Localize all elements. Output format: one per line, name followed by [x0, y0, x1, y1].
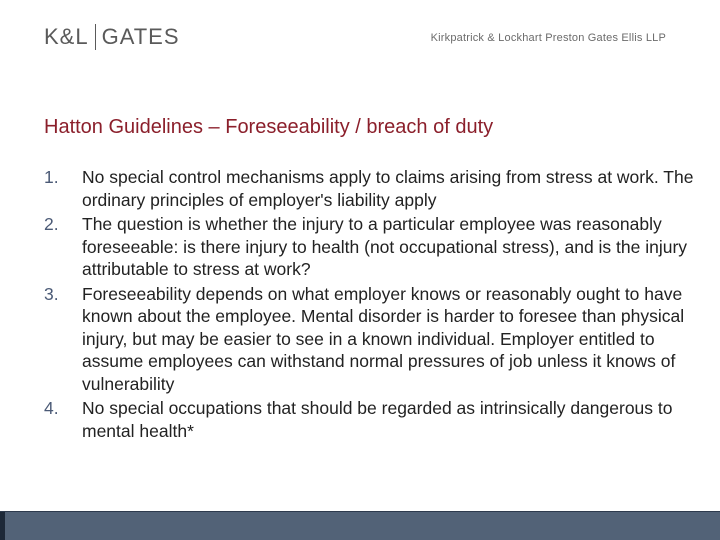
list-item	[44, 397, 694, 442]
list-number: 4.	[44, 398, 59, 418]
logo-divider	[95, 24, 96, 50]
list-text: Foreseeability depends on what employer knows or reasonably ought to have known about the employee. Mental disorder is harder to foresee than physical injury, but may be easier to see in a known individual. Employer entitled to assume employees can withstand normal pressures of job unless it knows of vulnerability	[82, 283, 685, 394]
list-text: The question is whether the injury to a particular employee was reasonably foreseeable: is there injury to health (not occupational stress), and is the injury attributable to stress at work?	[82, 214, 688, 279]
logo-right-text: GATES	[101, 24, 180, 49]
list-text: No special control mechanisms apply to claims arising from stress at work. The ordinary principles of employer's liability apply	[82, 167, 694, 210]
list-item	[44, 283, 694, 396]
points-list	[44, 166, 694, 444]
footer-accent	[0, 512, 5, 540]
footer-bar	[0, 511, 720, 540]
list-number: 2.	[44, 214, 59, 234]
kl-gates-logo	[44, 24, 180, 50]
list-number: 1.	[44, 167, 59, 187]
slide-title: Hatton Guidelines – Foreseeability / breach of duty	[44, 116, 494, 138]
list-item	[44, 166, 694, 211]
firm-name: Kirkpatrick & Lockhart Preston Gates Ellis LLP	[430, 32, 666, 44]
list-number: 3.	[44, 283, 59, 304]
list-text: No special occupations that should be regarded as intrinsically dangerous to mental health*	[82, 398, 673, 441]
list-item	[44, 213, 694, 281]
logo-left-text: K&L	[44, 24, 89, 49]
